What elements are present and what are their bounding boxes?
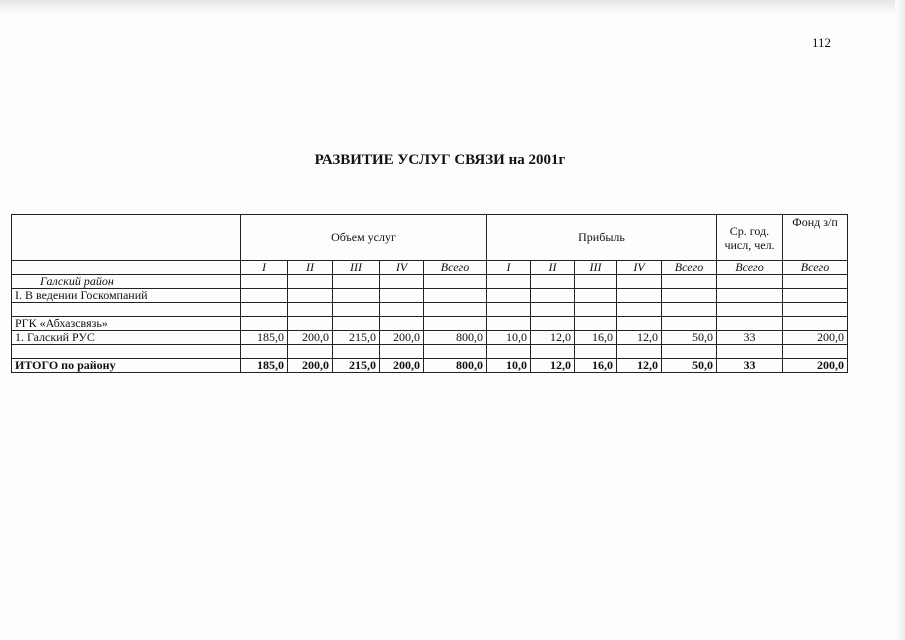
header-profit-q2: II	[531, 261, 575, 275]
header-profit-q3: III	[575, 261, 617, 275]
header-profit: Прибыль	[487, 215, 717, 261]
total-wage-total: 200,0	[783, 359, 848, 373]
table-row-blank	[12, 303, 848, 317]
header-wage-total: Всего	[783, 261, 848, 275]
header-empty-cell	[12, 261, 241, 275]
scan-shadow-top	[0, 0, 905, 14]
header-profit-total: Всего	[662, 261, 717, 275]
total-staff-total: 33	[717, 359, 783, 373]
table-row-section	[12, 289, 848, 303]
total-volume-q3: 215,0	[333, 359, 380, 373]
total-volume-q2: 200,0	[288, 359, 333, 373]
district-label: Галский район	[12, 275, 241, 289]
total-profit-q4: 12,0	[617, 359, 662, 373]
header-avg-staff: Ср. год. числ, чел.	[717, 215, 783, 261]
total-profit-q1: 10,0	[487, 359, 531, 373]
header-empty-cell	[12, 215, 241, 261]
header-row-quarters	[12, 261, 848, 275]
table-row-district	[12, 275, 848, 289]
header-volume-q4: IV	[380, 261, 424, 275]
header-profit-q4: IV	[617, 261, 662, 275]
item-wage-total: 200,0	[783, 331, 848, 345]
item-profit-q1: 10,0	[487, 331, 531, 345]
item-profit-q3: 16,0	[575, 331, 617, 345]
header-row-groups	[12, 215, 848, 261]
total-profit-q2: 12,0	[531, 359, 575, 373]
table-row-blank	[12, 345, 848, 359]
item-label: 1. Галский РУС	[12, 331, 241, 345]
header-profit-q1: I	[487, 261, 531, 275]
header-staff-total: Всего	[717, 261, 783, 275]
item-staff-total: 33	[717, 331, 783, 345]
header-volume-q1: I	[241, 261, 288, 275]
header-volume: Объем услуг	[241, 215, 487, 261]
page-number: 112	[812, 35, 832, 50]
item-volume-total: 800,0	[424, 331, 487, 345]
item-profit-q2: 12,0	[531, 331, 575, 345]
item-volume-q4: 200,0	[380, 331, 424, 345]
item-volume-q3: 215,0	[333, 331, 380, 345]
header-wage-fund: Фонд з/п	[783, 215, 848, 261]
table-row-item	[12, 331, 848, 345]
scan-shadow-right	[895, 0, 905, 640]
header-volume-total: Всего	[424, 261, 487, 275]
total-volume-total: 800,0	[424, 359, 487, 373]
table-row-organization	[12, 317, 848, 331]
item-profit-q4: 12,0	[617, 331, 662, 345]
total-label: ИТОГО по району	[12, 359, 241, 373]
table-row-total	[12, 359, 848, 373]
document-title: РАЗВИТИЕ УСЛУГ СВЯЗИ на 2001г	[314, 152, 566, 168]
total-volume-q4: 200,0	[380, 359, 424, 373]
organization-label: РГК «Абхазсвязь»	[12, 317, 241, 331]
item-profit-total: 50,0	[662, 331, 717, 345]
services-table	[11, 214, 848, 373]
item-volume-q2: 200,0	[288, 331, 333, 345]
total-volume-q1: 185,0	[241, 359, 288, 373]
total-profit-total: 50,0	[662, 359, 717, 373]
header-volume-q3: III	[333, 261, 380, 275]
total-profit-q3: 16,0	[575, 359, 617, 373]
section-label: I. В ведении Госкомпаний	[12, 289, 241, 303]
header-volume-q2: II	[288, 261, 333, 275]
item-volume-q1: 185,0	[241, 331, 288, 345]
